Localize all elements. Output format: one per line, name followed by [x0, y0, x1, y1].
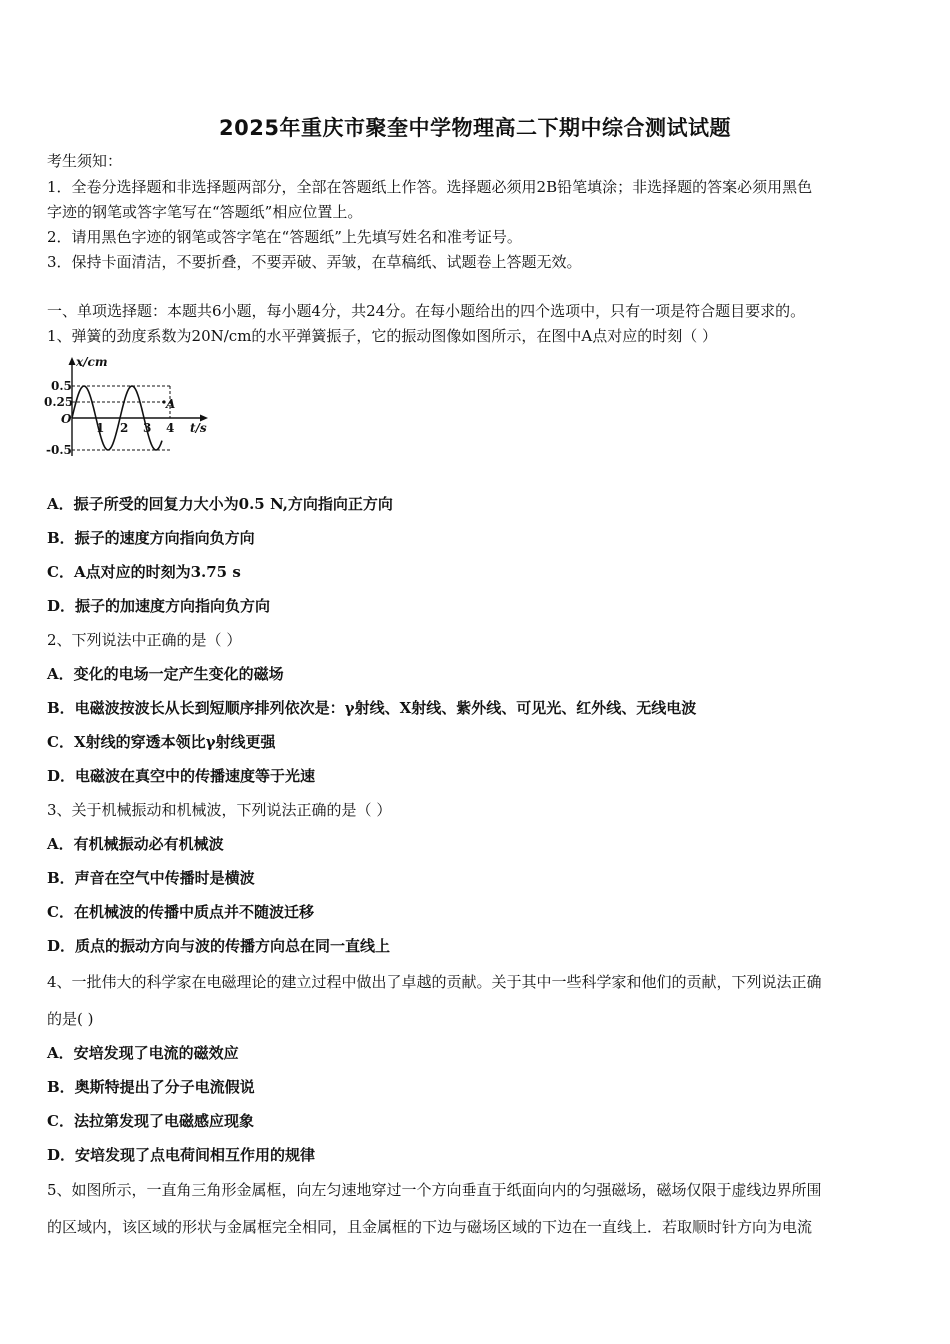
q1-option-c: C．A点对应的时刻为3.75 s — [47, 563, 241, 581]
x-tick-1: 1 — [96, 421, 105, 435]
y-tick-0-5: 0.5 — [51, 379, 72, 393]
x-tick-4: 4 — [166, 421, 175, 435]
q3-option-c: C．在机械波的传播中质点并不随波迁移 — [47, 903, 314, 921]
x-tick-3: 3 — [143, 421, 152, 435]
y-tick-neg-0-5: -0.5 — [46, 443, 72, 457]
question-2-stem: 2、下列说法中正确的是（ ） — [47, 631, 242, 649]
y-axis-arrow — [69, 357, 76, 365]
q3-option-a: A．有机械振动必有机械波 — [47, 835, 224, 853]
notice-heading: 考生须知： — [47, 152, 123, 170]
q2-option-b: B．电磁波按波长从长到短顺序排列依次是：γ射线、X射线、紫外线、可见光、红外线、无线电波 — [47, 699, 697, 717]
notice-item-2: 2．请用黑色字迹的钢笔或答字笔在“答题纸”上先填写姓名和准考证号。 — [47, 228, 522, 246]
vibration-graph — [44, 352, 214, 462]
question-5-stem-line-1: 5、如图所示，一直角三角形金属框，向左匀速地穿过一个方向垂直于纸面向内的匀强磁场，磁场仅限于虚线边界所围 — [47, 1181, 822, 1199]
q4-option-b: B．奥斯特提出了分子电流假说 — [47, 1078, 255, 1096]
question-3-stem: 3、关于机械振动和机械波，下列说法正确的是（ ） — [47, 801, 392, 819]
question-4-stem-line-1: 4、一批伟大的科学家在电磁理论的建立过程中做出了卓越的贡献。关于其中一些科学家和他们的贡献，下列说法正确 — [47, 973, 822, 991]
y-axis-label: x/cm — [76, 355, 108, 369]
section-heading: 一、单项选择题：本题共6小题，每小题4分，共24分。在每小题给出的四个选项中，只有一项是符合题目要求的。 — [47, 302, 806, 320]
q1-option-b: B．振子的速度方向指向负方向 — [47, 529, 255, 547]
question-5-stem-line-2: 的区域内，该区域的形状与金属框完全相同，且金属框的下边与磁场区域的下边在一直线上．若取顺时针方向为电流 — [47, 1218, 813, 1236]
x-tick-2: 2 — [120, 421, 129, 435]
notice-item-1-cont: 字迹的钢笔或答字笔写在“答题纸”相应位置上。 — [47, 203, 363, 221]
q3-option-d: D．质点的振动方向与波的传播方向总在同一直线上 — [47, 937, 391, 955]
question-1-stem: 1、弹簧的劲度系数为20N/cm的水平弹簧振子，它的振动图像如图所示，在图中A点对应的时刻（ ） — [47, 327, 718, 345]
q1-option-d: D．振子的加速度方向指向负方向 — [47, 597, 271, 615]
q2-option-a: A．变化的电场一定产生变化的磁场 — [47, 665, 284, 683]
q3-option-b: B．声音在空气中传播时是横波 — [47, 869, 255, 887]
question-4-stem-line-2: 的是( ) — [47, 1010, 94, 1028]
notice-item-1: 1．全卷分选择题和非选择题两部分，全部在答题纸上作答。选择题必须用2B铅笔填涂；非选择题的答案必须用黑色 — [47, 178, 813, 196]
y-tick-0-25: 0.25 — [44, 395, 74, 409]
point-a-label: A — [166, 397, 176, 411]
notice-item-3: 3．保持卡面清洁，不要折叠，不要弄破、弄皱，在草稿纸、试题卷上答题无效。 — [47, 253, 582, 271]
q2-option-d: D．电磁波在真空中的传播速度等于光速 — [47, 767, 316, 785]
q2-option-c: C．X射线的穿透本领比γ射线更强 — [47, 733, 276, 751]
q1-option-a: A．振子所受的回复力大小为0.5 N,方向指向正方向 — [47, 495, 393, 513]
x-axis-label: t/s — [190, 421, 207, 435]
origin-label: O — [61, 412, 72, 426]
q4-option-c: C．法拉第发现了电磁感应现象 — [47, 1112, 254, 1130]
q4-option-d: D．安培发现了点电荷间相互作用的规律 — [47, 1146, 316, 1164]
page-title: 2025年重庆市聚奎中学物理高二下期中综合测试试题 — [219, 116, 731, 140]
q4-option-a: A．安培发现了电流的磁效应 — [47, 1044, 239, 1062]
